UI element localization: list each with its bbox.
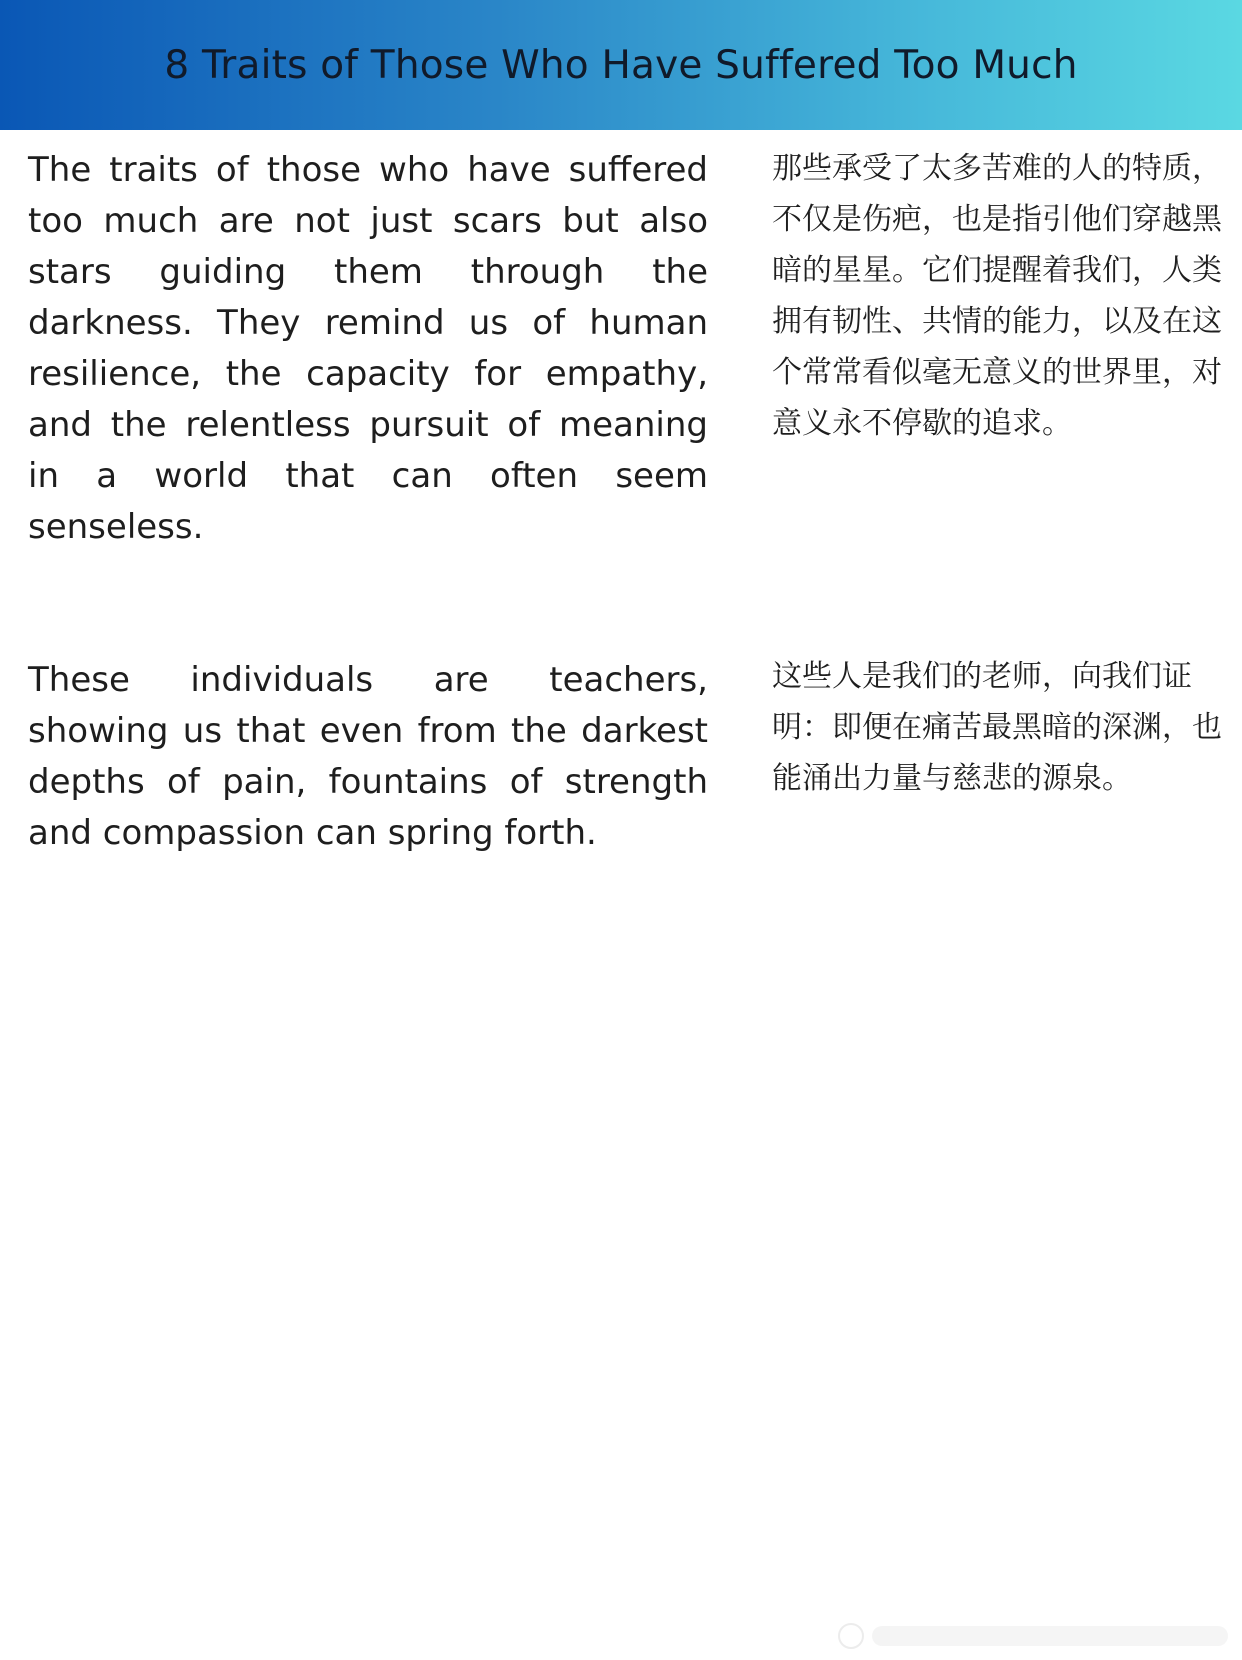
chinese-paragraph-2: 这些人是我们的老师，向我们证明：即便在痛苦最黑暗的深渊，也能涌出力量与慈悲的源泉。 [772,659,1222,796]
chinese-paragraph-1: 那些承受了太多苦难的人的特质，不仅是伤疤，也是指引他们穿越黑暗的星星。它们提醒着我们，人类拥有韧性、共情的能力，以及在这个常常看似毫无意义的世界里，对意义永不停歇的追求。 [772,151,1222,441]
english-paragraph-1: The traits of those who have suffered too much are not just scars but also stars guiding them through the darkness. They remind us of human resilience, the capacity for empathy, and the relentless pursuit of meaning in a world that can often seem senseless. [28,150,708,547]
english-paragraph-2: These individuals are teachers, showing us that even from the darkest depths of pain, fountains of strength and compassion can spring forth. [28,660,708,853]
title-banner [0,0,1242,130]
page-title: 8 Traits of Those Who Have Suffered Too Much [164,42,1078,88]
watermark [838,1622,1228,1650]
watermark-logo-icon [838,1623,864,1649]
watermark-text-block [872,1626,1228,1646]
